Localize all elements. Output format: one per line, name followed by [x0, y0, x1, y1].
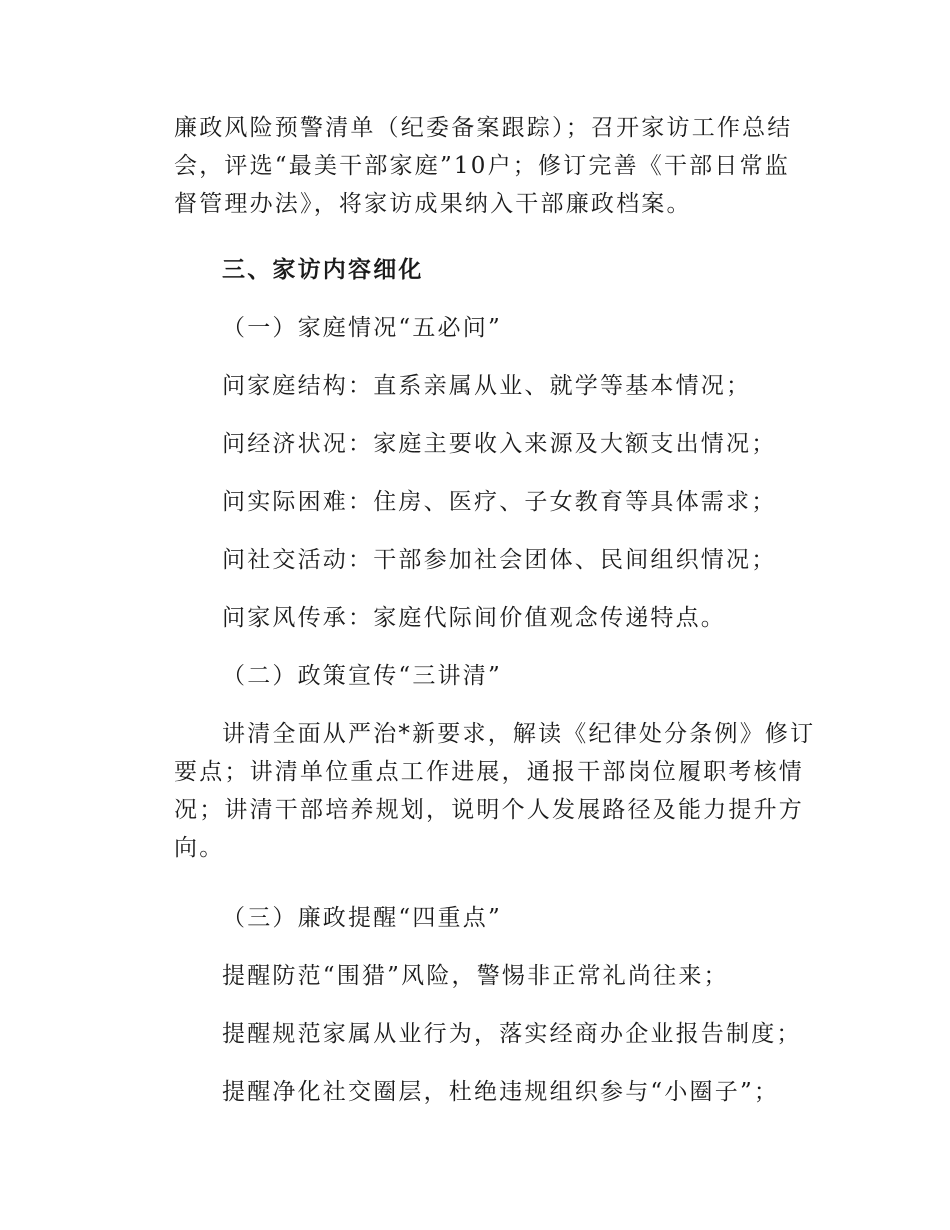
- list-item: [222, 541, 806, 579]
- list-item: [222, 1073, 806, 1111]
- list-item-text: 问家庭结构：直系亲属从业、就学等基本情况；: [222, 373, 752, 399]
- text-line: 督管理办法》，将家访成果纳入干部廉政档案。: [174, 191, 692, 217]
- subsection-title-text: （三）廉政提醒“四重点”: [222, 905, 502, 931]
- list-item: [222, 483, 806, 521]
- text-line: 向。: [174, 835, 225, 861]
- section-heading: [222, 251, 806, 289]
- list-item-text: 提醒规范家属从业行为，落实经商办企业报告制度；: [222, 1021, 802, 1047]
- list-item-text: 提醒净化社交圈层，杜绝违规组织参与“小圈子”；: [222, 1079, 780, 1105]
- list-item-text: 问经济状况：家庭主要收入来源及大额支出情况；: [222, 431, 777, 457]
- text-line: 况；讲清干部培养规划，说明个人发展路径及能力提升方: [174, 797, 804, 823]
- list-item-text: 问实际困难：住房、医疗、子女教育等具体需求；: [222, 489, 777, 515]
- body-paragraph: [174, 715, 816, 867]
- list-item: [222, 425, 806, 463]
- list-item: [222, 957, 806, 995]
- subsection-title: [222, 309, 806, 347]
- list-item-text: 问家风传承：家庭代际间价值观念传递特点。: [222, 605, 726, 631]
- list-item-text: 问社交活动：干部参加社会团体、民间组织情况；: [222, 547, 777, 573]
- subsection-title-text: （一）家庭情况“五必问”: [222, 315, 502, 341]
- text-line: 会，评选“最美干部家庭”10户；修订完善《干部日常监: [174, 153, 790, 179]
- text-line: 讲清全面从严治*新要求，解读《纪律处分条例》修订: [222, 721, 816, 747]
- subsection-title-text: （二）政策宣传“三讲清”: [222, 663, 502, 689]
- list-item: [222, 599, 806, 637]
- text-line: 要点；讲清单位重点工作进展，通报干部岗位履职考核情: [174, 759, 804, 785]
- subsection-title: [222, 899, 806, 937]
- text-line: 廉政风险预警清单（纪委备案跟踪）；召开家访工作总结: [174, 115, 793, 141]
- list-item: [222, 367, 806, 405]
- section-heading-text: 三、家访内容细化: [222, 257, 424, 283]
- subsection-title: [222, 657, 806, 695]
- intro-paragraph: [174, 109, 806, 223]
- list-item-text: 提醒防范“围猎”风险，警惕非正常礼尚往来；: [222, 963, 729, 989]
- list-item: [222, 1015, 806, 1053]
